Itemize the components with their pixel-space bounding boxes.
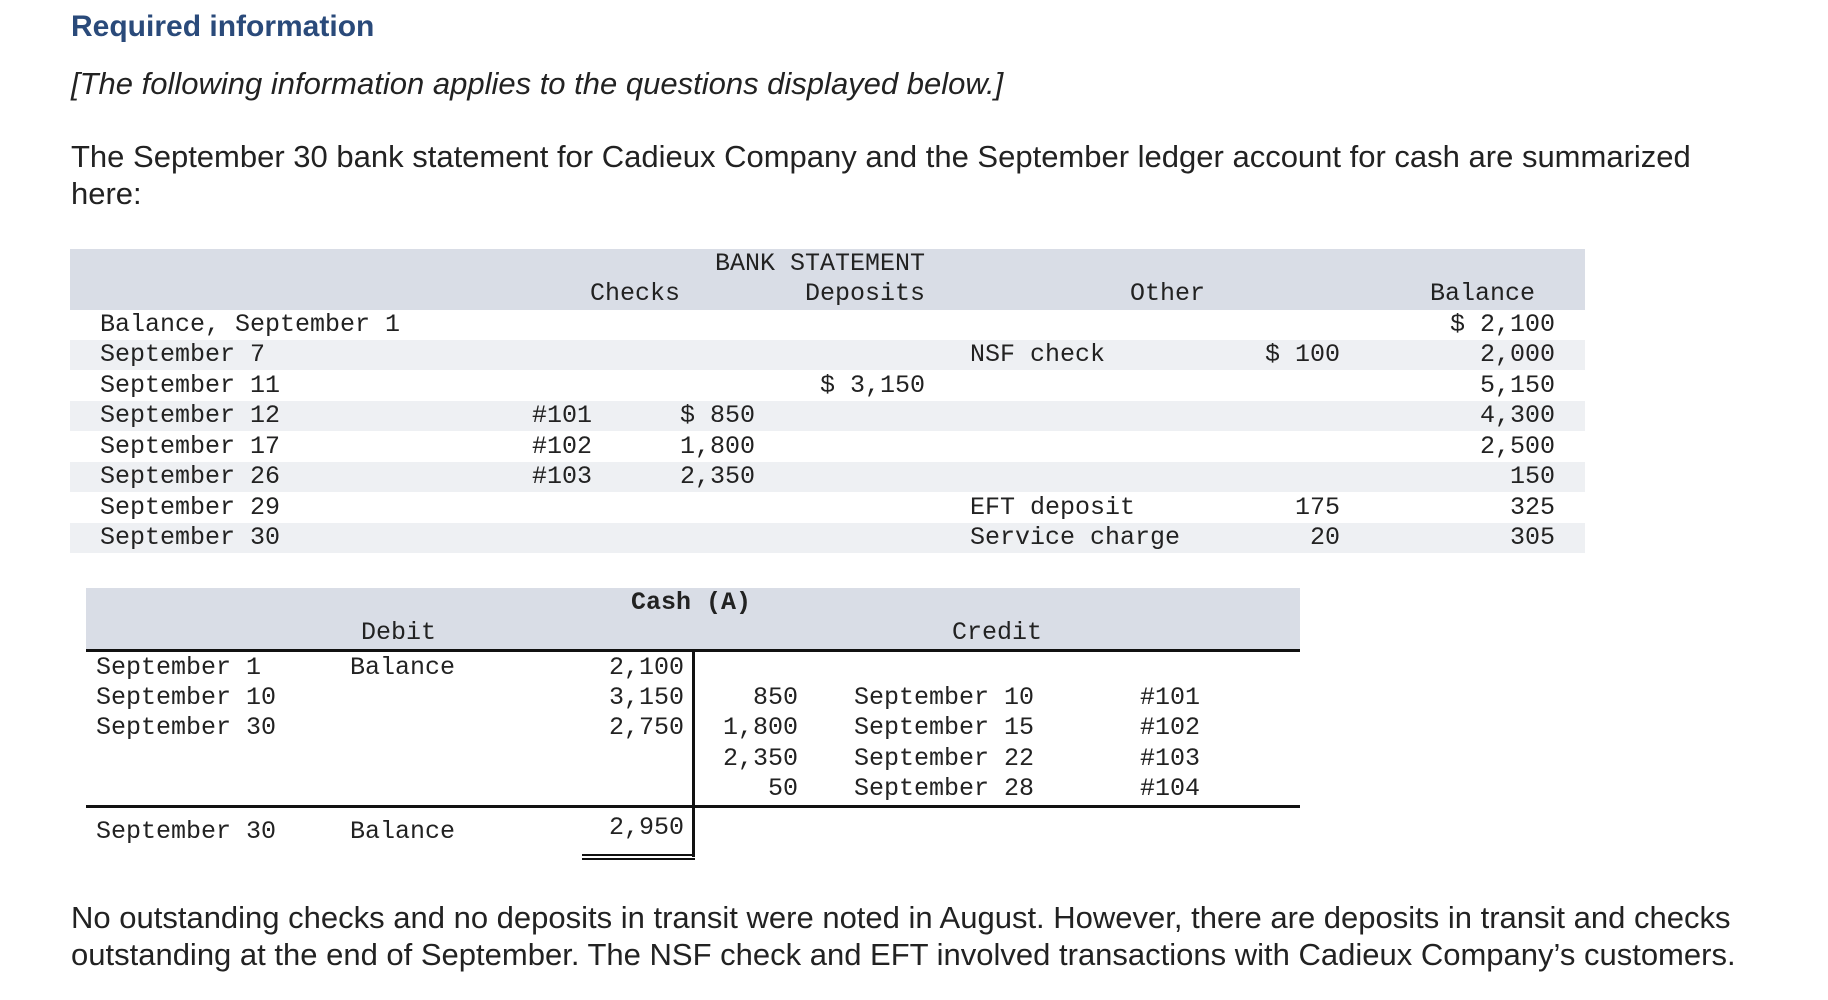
credit-column-header: Credit	[952, 618, 1043, 647]
bank-row-other-amount: $ 100	[1264, 340, 1340, 369]
debit-row-date: September 10	[96, 683, 277, 712]
closing-paragraph: No outstanding checks and no deposits in transit were noted in August. However, there are deposits in transit and checks outstanding at the end of September. The NSF check and EFT involved transactions with Cadieux Company’s customers.	[71, 900, 1736, 972]
bank-row-balance: 2,000	[1479, 340, 1555, 369]
credit-row-date: September 10	[854, 683, 1035, 712]
bank-row-date: September 30	[100, 523, 281, 552]
credit-row-date: September 22	[854, 744, 1035, 773]
cash-t-account	[86, 588, 1300, 860]
ending-balance-amount: 2,950	[608, 813, 684, 842]
credit-row-reference: #103	[1140, 744, 1201, 773]
bank-row-check-amount: 1,800	[679, 432, 755, 461]
row-band	[70, 523, 1585, 553]
debit-column-header: Debit	[361, 618, 437, 647]
checks-column-header: Checks	[590, 279, 681, 308]
t-account-closing-rule	[86, 805, 1300, 808]
bank-row-date: September 11	[100, 371, 281, 400]
bank-row-balance: 5,150	[1479, 371, 1555, 400]
cash-account-title: Cash (A)	[631, 588, 752, 617]
deposits-column-header: Deposits	[805, 279, 926, 308]
bank-row-other-desc: EFT deposit	[970, 493, 1136, 522]
credit-row-amount: 850	[752, 683, 798, 712]
t-account-center-rule	[692, 652, 695, 857]
credit-row-reference: #102	[1140, 713, 1201, 742]
bank-row-check-amount: 2,350	[679, 462, 755, 491]
credit-row-amount: 50	[767, 774, 798, 803]
row-band	[70, 340, 1585, 370]
bank-statement-title: BANK STATEMENT	[715, 249, 926, 278]
credit-row-date: September 28	[854, 774, 1035, 803]
balance-column-header: Balance	[1430, 279, 1536, 308]
bank-row-balance: 2,500	[1479, 432, 1555, 461]
other-column-header: Other	[1130, 279, 1206, 308]
bank-row-date: September 26	[100, 462, 281, 491]
bank-row-check-amount: $ 850	[679, 401, 755, 430]
bank-row-check-number: #101	[532, 401, 593, 430]
bank-row-date: Balance, September 1	[100, 310, 401, 339]
applies-note: [The following information applies to the questions displayed below.]	[71, 66, 1004, 101]
credit-row-reference: #104	[1140, 774, 1201, 803]
double-underline-top	[582, 854, 695, 856]
debit-row-amount: 3,150	[608, 683, 684, 712]
debit-row-amount: 2,100	[608, 653, 684, 682]
double-underline-bottom	[582, 858, 695, 860]
bank-row-other-desc: Service charge	[970, 523, 1181, 552]
bank-row-date: September 12	[100, 401, 281, 430]
ending-balance-description: Balance	[350, 817, 456, 846]
bank-row-balance: 305	[1509, 523, 1555, 552]
bank-statement-table	[70, 249, 1585, 553]
required-information-heading: Required information	[71, 10, 375, 43]
credit-row-amount: 2,350	[722, 744, 798, 773]
bank-row-balance: 325	[1509, 493, 1555, 522]
bank-row-check-number: #102	[532, 432, 593, 461]
bank-row-balance: 4,300	[1479, 401, 1555, 430]
bank-row-balance: $ 2,100	[1449, 310, 1555, 339]
bank-row-check-number: #103	[532, 462, 593, 491]
bank-row-other-desc: NSF check	[970, 340, 1106, 369]
debit-row-date: September 1	[96, 653, 262, 682]
debit-row-amount: 2,750	[608, 713, 684, 742]
bank-row-other-amount: 175	[1294, 493, 1340, 522]
credit-row-date: September 15	[854, 713, 1035, 742]
credit-row-amount: 1,800	[722, 713, 798, 742]
bank-row-other-amount: 20	[1309, 523, 1340, 552]
intro-paragraph: The September 30 bank statement for Cadieux Company and the September ledger account for cash are summarized here:	[71, 139, 1691, 211]
debit-row-description: Balance	[350, 653, 456, 682]
bank-row-deposit: $ 3,150	[819, 371, 925, 400]
row-band	[70, 401, 1585, 431]
bank-row-date: September 17	[100, 432, 281, 461]
row-band	[70, 462, 1585, 492]
debit-row-date: September 30	[96, 713, 277, 742]
credit-row-reference: #101	[1140, 683, 1201, 712]
bank-row-date: September 29	[100, 493, 281, 522]
bank-row-balance: 150	[1509, 462, 1555, 491]
bank-row-date: September 7	[100, 340, 266, 369]
ending-balance-date: September 30	[96, 817, 277, 846]
